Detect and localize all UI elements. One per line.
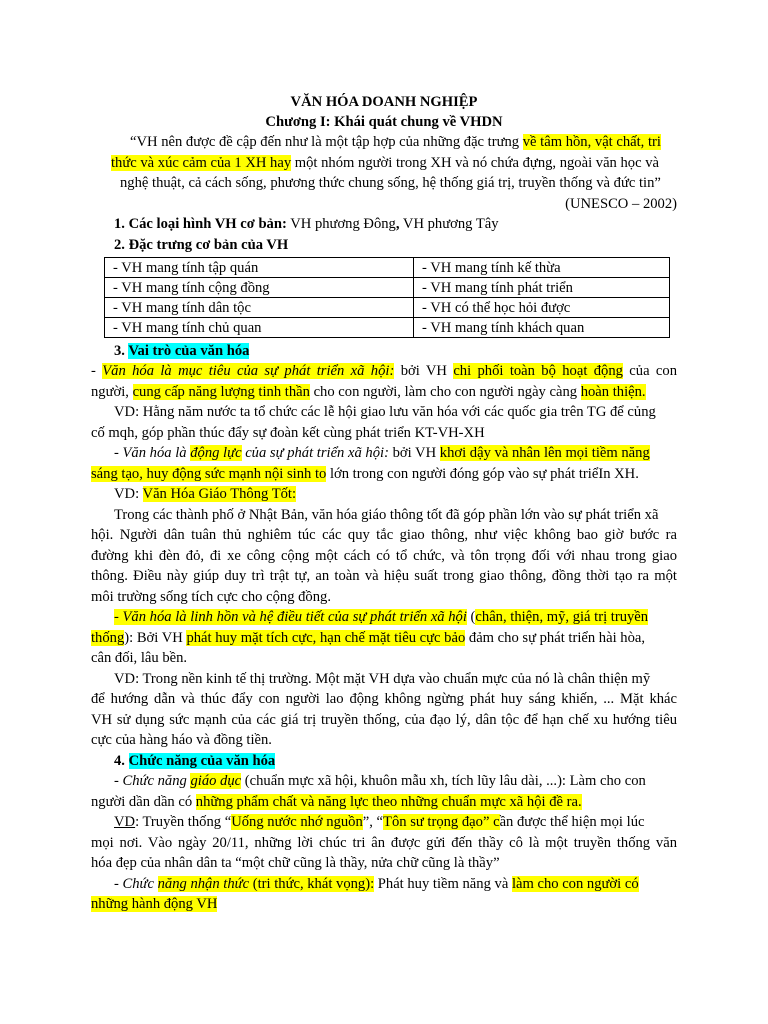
highlight: Chức năng của văn hóa (128, 753, 276, 769)
s3-vd2-line-5: môi trường sống tích cực cho cộng đồng. (91, 589, 331, 605)
s3-vd3-line-3: VH sử dụng sức mạnh của các giá trị truyền thống, của đạo lý, dân tộc để hạn chế xu hướng tiêu (91, 712, 677, 728)
s3-p1-line-1 (91, 361, 677, 382)
chapter-heading: Chương I: Khái quát chung về VHDN (265, 114, 503, 130)
s3-vd2-line-3: đường khi đèn đỏ, đi xe công cộng một cách có tổ chức, và tôn trọng đối với nhau trong giao (91, 548, 677, 564)
separator: , (395, 216, 400, 232)
highlight: giáo dục (190, 773, 242, 789)
s3-p2-line-1 (114, 443, 650, 464)
highlight: (tri thức, khát vọng): (249, 876, 375, 892)
text: lớn trong con người đóng góp vào sự phát triểIn XH. (326, 466, 639, 482)
highlight: Uống nước nhớ nguồn (231, 814, 363, 830)
text: đảm cho sự phát triển hài hòa, (465, 630, 645, 646)
section-text: VH phương Tây (399, 216, 499, 232)
s3-vd3-line-4: cực của hàng háo và đồng tiền. (91, 732, 272, 748)
table-cell: - VH mang tính dân tộc (105, 298, 414, 318)
text: - Chức (114, 876, 158, 892)
highlight: những phẩm chất và năng lực theo những chuẩn mực xã hội đề ra. (195, 794, 582, 810)
s3-vd3-line-2: để hướng dẫn và thúc đẩy con người lao động không ngừng phát huy sáng khiến, ... Mặt khác (91, 691, 677, 707)
section-number: 3. (114, 343, 129, 359)
table-row (105, 298, 670, 318)
highlight: năng nhận thức (157, 876, 250, 892)
vd-label: VD (114, 814, 136, 830)
definition-text: “VH nên được đề cập đến như là một tập hợp của những đặc trưng (130, 134, 523, 150)
s4-vd-line-2: mọi nơi. Vào ngày 20/11, những lời chúc tri ân được gửi đến thầy cô là một truyền thống văn (91, 835, 677, 851)
highlight: - (114, 609, 123, 625)
highlight: thống (91, 630, 125, 646)
highlight: khơi dậy và nhân lên mọi tiềm năng (439, 445, 650, 461)
table-row (105, 258, 670, 278)
table-cell: - VH mang tính phát triển (414, 278, 670, 298)
text: ): Bởi VH (124, 630, 187, 646)
definition-line-1 (130, 132, 661, 153)
text: bởi VH (394, 363, 454, 379)
text: ần được thể hiện mọi lúc (499, 814, 645, 830)
table-cell: - VH mang tính tập quán (105, 258, 414, 278)
s4-p1-line-2 (91, 792, 582, 813)
text: bởi VH (388, 445, 440, 461)
definition-line-3: nghệ thuật, cả cách sống, phương thức chung sống, hệ thống giá trị, truyền thống và đức tin” (120, 175, 661, 191)
highlight: cung cấp năng lượng tinh thần (132, 384, 310, 400)
highlight: sáng tạo, huy động sức mạnh nội sinh to (91, 466, 327, 482)
highlight: ” c (482, 814, 500, 830)
definition-line-2 (111, 153, 659, 174)
text: - Văn hóa là (114, 445, 191, 461)
text: người dần dần có (91, 794, 196, 810)
section-heading: 1. Các loại hình VH cơ bản: (114, 216, 287, 232)
s3-vd2-line-2: hội. Người dân tuân thủ nghiêm túc các quy tắc giao thông, như việc không bao giờ bước ra (91, 527, 677, 543)
s3-p2-line-2 (91, 464, 639, 485)
highlight: về tâm hồn, vật chất, tri (522, 134, 661, 150)
text: - (91, 363, 103, 379)
highlight: Tôn sư trọng đạo (383, 814, 483, 830)
text: (chuẩn mực xã hội, khuôn mẫu xh, tích lũy lâu dài, ...): Làm cho con (241, 773, 646, 789)
highlight: động lực (190, 445, 242, 461)
definition-text: một nhóm người trong XH và nó chứa đựng, ngoài văn học và (291, 155, 659, 171)
s3-p3-line-3: cân đối, lâu bền. (91, 650, 188, 666)
table-cell: - VH có thể học hỏi được (414, 298, 670, 318)
highlight: hoàn thiện. (580, 384, 646, 400)
s3-vd3-line-1: VD: Trong nền kinh tế thị trường. Một mặt VH dựa vào chuẩn mực của nó là chân thiện mỹ (114, 671, 651, 687)
text: Phát huy tiềm năng và (374, 876, 512, 892)
highlight: phát huy mặt tích cực, hạn chế mặt tiêu cực bảo (186, 630, 466, 646)
text: cho con người, làm cho con người ngày càng (309, 384, 581, 400)
section-4-heading (114, 751, 275, 772)
s3-vd2-line-4: thông. Điều này giúp duy trì trật tự, an toàn và hiệu suất trong giao thông, đồng thời tạo ra một (91, 568, 677, 584)
highlight: chi phối toàn bộ hoạt động (453, 363, 623, 379)
text: ”, “ (362, 814, 384, 830)
table-cell: - VH mang tính kế thừa (414, 258, 670, 278)
s3-p3-line-1 (114, 607, 648, 628)
highlight: những hành động VH (91, 896, 218, 912)
table-cell: - VH mang tính chủ quan (105, 318, 414, 338)
text: của con (622, 363, 677, 379)
table-cell: - VH mang tính khách quan (414, 318, 670, 338)
s4-vd-line-1 (114, 812, 644, 833)
highlight: Văn Hóa Giáo Thông Tốt: (142, 486, 297, 502)
s4-p1-line-1 (114, 771, 646, 792)
highlight: Vai trò của văn hóa (128, 343, 250, 359)
highlight: làm cho con người có (511, 876, 639, 892)
section-2-heading: 2. Đặc trưng cơ bản của VH (114, 237, 289, 253)
text: : Truyền thống “ (135, 814, 232, 830)
highlight: chân, thiện, mỹ, giá trị truyền (475, 609, 649, 625)
section-1 (114, 214, 499, 235)
table-row (105, 278, 670, 298)
s3-vd1-line-2: cố mqh, góp phần thúc đẩy sự đoàn kết cùng phát triển KT-VH-XH (91, 425, 485, 441)
section-text: VH phương Đông (286, 216, 396, 232)
s3-vd1-line-1: VD: Hằng năm nước ta tổ chức các lễ hội giao lưu văn hóa với các quốc gia trên TG để củng (114, 404, 656, 420)
s3-vd2-line-1: Trong các thành phố ở Nhật Bản, văn hóa giáo thông tốt đã góp phần lớn vào sự phát triển xã (114, 507, 659, 523)
table-row (105, 318, 670, 338)
s3-p3-line-2 (91, 628, 645, 649)
text: người, (91, 384, 133, 400)
s3-vd2-heading (114, 484, 296, 505)
definition-source: (UNESCO – 2002) (565, 196, 677, 212)
highlight: thức và xúc cảm của 1 XH hay (111, 155, 292, 171)
traits-table (104, 257, 670, 338)
section-number: 4. (114, 753, 129, 769)
s4-vd-line-3: hóa đẹp của nhân dân ta “một chữ cũng là thầy, nửa chữ cũng là thầy” (91, 855, 500, 871)
highlight: Văn hóa là linh hồn và hệ điều tiết của sự phát triển xã hội (122, 609, 467, 625)
text: ( (466, 609, 476, 625)
section-3-heading (114, 341, 249, 362)
s3-p1-line-2 (91, 382, 646, 403)
document-title: VĂN HÓA DOANH NGHIỆP (290, 94, 478, 110)
text: - Chức năng (114, 773, 191, 789)
s4-p2-line-1 (114, 874, 639, 895)
s4-p2-line-2 (91, 894, 217, 915)
text: VD: (114, 486, 143, 502)
highlight: Văn hóa là mục tiêu của sự phát triển xã hội: (102, 363, 395, 379)
table-cell: - VH mang tính cộng đồng (105, 278, 414, 298)
text: của sự phát triển xã hội: (241, 445, 389, 461)
